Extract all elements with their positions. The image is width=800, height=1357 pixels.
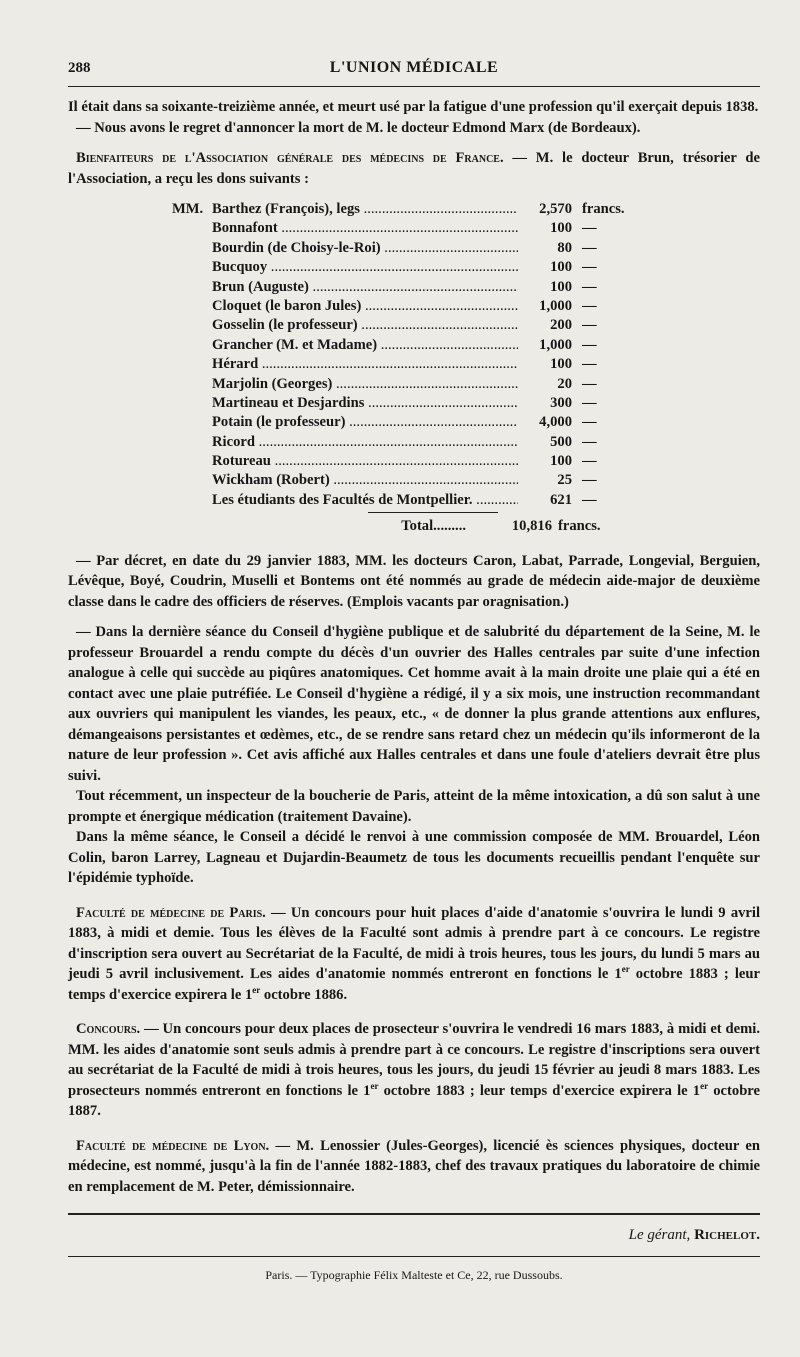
paragraph-obituary-end: Il était dans sa soixante-treizième année, et meurt usé par la fatigue d'une profession qu'il exerçait depuis 1838. xyxy=(68,99,759,115)
donor-amount: 621 xyxy=(550,491,572,508)
donor-row xyxy=(172,393,652,412)
donor-amount: 25 xyxy=(557,472,572,489)
donor-unit: — xyxy=(582,239,597,256)
donor-amount: 200 xyxy=(550,317,572,334)
donor-unit: — xyxy=(582,472,597,489)
donor-name: Wickham (Robert) ..... xyxy=(212,470,518,491)
donor-row xyxy=(172,296,652,315)
donor-row xyxy=(172,490,652,509)
donor-name: Potain (le professeur) ..... xyxy=(212,412,518,433)
donor-row xyxy=(172,412,652,431)
donor-name: Martineau et Desjardins ..... xyxy=(212,393,518,414)
total-amount: 10,816 xyxy=(511,518,552,535)
donor-name: Brun (Auguste) ..... xyxy=(212,277,518,298)
donor-amount: 2,570 xyxy=(539,201,572,217)
paragraph-inspecteur: Tout récemment, un inspecteur de la boucherie de Paris, atteint de la même intoxication, a dû son salut à une prompte et énergique médication (traitement Davaine). xyxy=(68,788,760,825)
donor-unit: francs. xyxy=(582,201,625,217)
donor-amount: 500 xyxy=(550,433,572,450)
donor-row xyxy=(172,374,652,393)
donor-unit: — xyxy=(582,433,597,450)
donor-amount: 100 xyxy=(550,453,572,470)
footer-rule xyxy=(68,1213,760,1215)
header-rule xyxy=(68,86,760,87)
section-heading-faculte-lyon: Faculté de médecine de Lyon. xyxy=(76,1137,270,1154)
donor-name: Gosselin (le professeur) ..... xyxy=(212,315,518,336)
total-label: Total......... xyxy=(401,518,466,535)
donor-row xyxy=(172,277,652,296)
donor-prefix: MM. xyxy=(172,201,204,217)
donor-unit: — xyxy=(582,453,597,470)
donor-total xyxy=(172,516,760,537)
donor-name: Bonnafont ..... xyxy=(212,218,518,239)
donor-row xyxy=(172,199,652,218)
signature-label: Le gérant, xyxy=(628,1227,691,1244)
paragraph-faculte-lyon: Faculté de médecine de Lyon. — M. Lenossier (Jules-Georges), licencié ès sciences physiques, docteur en médecine, est nommé, jusqu'à la fin de l'année 1882-1883, chef des travaux pratiques du laboratoire de chimie en remplacement de M. Peter, démissionnaire. xyxy=(68,1137,760,1195)
donor-amount: 100 xyxy=(550,259,572,276)
donor-row xyxy=(172,354,652,373)
donor-name: Cloquet (le baron Jules) ..... xyxy=(212,296,518,317)
journal-title: L'UNION MÉDICALE xyxy=(329,59,499,76)
donor-row xyxy=(172,315,652,334)
footer-rule-thin xyxy=(68,1256,760,1257)
donor-unit: — xyxy=(582,394,597,411)
donor-unit: — xyxy=(582,297,597,314)
donor-amount: 4,000 xyxy=(539,414,572,431)
donor-list xyxy=(172,199,652,509)
printer-imprint: Paris. — Typographie Félix Malteste et Ce, 22, rue Dussoubs. xyxy=(265,1267,563,1282)
donor-row xyxy=(172,238,652,257)
donor-unit: — xyxy=(582,414,597,431)
running-header xyxy=(68,58,760,84)
paragraph-concours: Concours. — Un concours pour deux places de prosecteur s'ouvrira le vendredi 16 mars 1883, à midi et demi. MM. les aides d'anatomie sont seuls admis à prendre part à ce concours. Le registre d'inscriptions sera ouvert au secrétariat de la Faculté de midi à trois heures, tous les jours, du jeudi 15 février au jeudi 8 mars 1883. Les prosecteurs nommés entreront en fonctions le 1er octobre 1883 ; leur temps d'exercice expirera le 1er octobre 1887. xyxy=(68,1021,760,1120)
signature-name: Richelot. xyxy=(694,1227,760,1244)
donor-amount: 80 xyxy=(557,239,572,256)
donor-name: Bucquoy ..... xyxy=(212,257,518,278)
bienfaiteurs-text: — M. le docteur Brun, trésorier de l'Association, a reçu les dons suivants : xyxy=(68,150,760,187)
donor-amount: 100 xyxy=(550,220,572,237)
paragraph-faculte-paris: Faculté de médecine de Paris. — Un concours pour huit places d'aide d'anatomie s'ouvrira le lundi 9 avril 1883, à midi et demie. Tous les élèves de la Faculté sont admis à prendre part à ce concours. Le registre d'inscription sera ouvert au Secrétariat de la Faculté, de midi à trois heures, tous les jours, du lundi 5 mars au jeudi 5 avril inclusivement. Les aides d'anatomie nommés entreront en fonctions le 1er octobre 1883 ; leur temps d'exercice expirera le 1er octobre 1886. xyxy=(68,904,761,1003)
donor-amount: 100 xyxy=(550,356,572,373)
donor-row xyxy=(172,451,652,470)
section-heading-concours: Concours. xyxy=(76,1021,141,1038)
donor-name: Les étudiants des Facultés de Montpellier. ..... xyxy=(212,490,518,511)
donor-amount: 20 xyxy=(557,375,572,392)
paragraph-seance: Dans la même séance, le Conseil a décidé le renvoi à une commission composée de MM. Brouardel, Léon Colin, baron Larrey, Lagneau et Dujardin-Beaumetz de tous les documents recueillis pendant l'enquête sur l'épidémie typhoïde. xyxy=(68,829,760,887)
donor-row xyxy=(172,432,652,451)
donor-row xyxy=(172,218,652,237)
paragraph-marx: — Nous avons le regret d'annoncer la mort de M. le docteur Edmond Marx (de Bordeaux). xyxy=(76,119,641,136)
donor-name: Barthez (François), legs ..... xyxy=(212,199,518,220)
paragraph-decret: — Par décret, en date du 29 janvier 1883, MM. les docteurs Caron, Labat, Parrade, Longevial, Berguien, Lévêque, Boyé, Coudrin, Muselli et Bontems ont été nommés au grade de médecin aide-major de deuxième classe dans le cadre des officiers de réserves. (Emplois vacants par oragnisation.) xyxy=(68,552,760,610)
signature xyxy=(68,1225,760,1246)
donor-amount: 100 xyxy=(550,278,572,295)
donor-unit: — xyxy=(582,278,597,295)
donor-unit: — xyxy=(582,317,597,334)
donor-unit: — xyxy=(582,375,597,392)
donor-name: Bourdin (de Choisy-le-Roi) ..... xyxy=(212,238,518,259)
section-heading-faculte-paris: Faculté de médecine de Paris. xyxy=(76,904,266,921)
donor-amount: 1,000 xyxy=(539,297,572,314)
donor-unit: — xyxy=(582,356,597,373)
donor-name: Hérard ..... xyxy=(212,354,518,375)
donor-name: Rotureau ..... xyxy=(212,451,518,472)
donor-name: Marjolin (Georges) ..... xyxy=(212,374,518,395)
page-number: 288 xyxy=(68,60,91,76)
donor-amount: 300 xyxy=(550,394,572,411)
donor-unit: — xyxy=(582,259,597,276)
donor-unit: — xyxy=(582,491,597,508)
donor-row xyxy=(172,257,652,276)
total-rule xyxy=(368,512,498,513)
donor-name: Grancher (M. et Madame) ..... xyxy=(212,335,518,356)
donor-amount: 1,000 xyxy=(539,336,572,353)
donor-row xyxy=(172,470,652,489)
paragraph-conseil-hygiene: — Dans la dernière séance du Conseil d'hygiène publique et de salubrité du département de la Seine, M. le professeur Brouardel a rendu compte du décès d'un ouvrier des Halles centrales par suite d'une infection analogue à celle qui succède au piqûres anatomiques. Cet homme avait à la main droite une plaie qui a été en contact avec une plaie putréfiée. Le Conseil d'hygiène a rédigé, il y a six mois, une instruction recommandant aux ouvriers qui manipulent les viandes, les peaux, etc., « de donner la plus grande attentions aux enflures, démangeaisons persistantes et œdèmes, etc., de se rendre sans retard chez un médecin qu'ils informeront de la nature de leur profession ». Cet avis affiché aux Halles centrales et dans une foule d'ateliers devrait être plus suivi. xyxy=(68,624,760,784)
paragraph-bienfaiteurs xyxy=(68,148,760,189)
section-heading-bienfaiteurs: Bienfaiteurs de l'Association générale des médecins de France. xyxy=(76,150,504,166)
total-unit: francs. xyxy=(558,518,601,535)
donor-name: Ricord ..... xyxy=(212,432,518,453)
donor-unit: — xyxy=(582,336,597,353)
donor-unit: — xyxy=(582,220,597,237)
donor-row xyxy=(172,335,652,354)
